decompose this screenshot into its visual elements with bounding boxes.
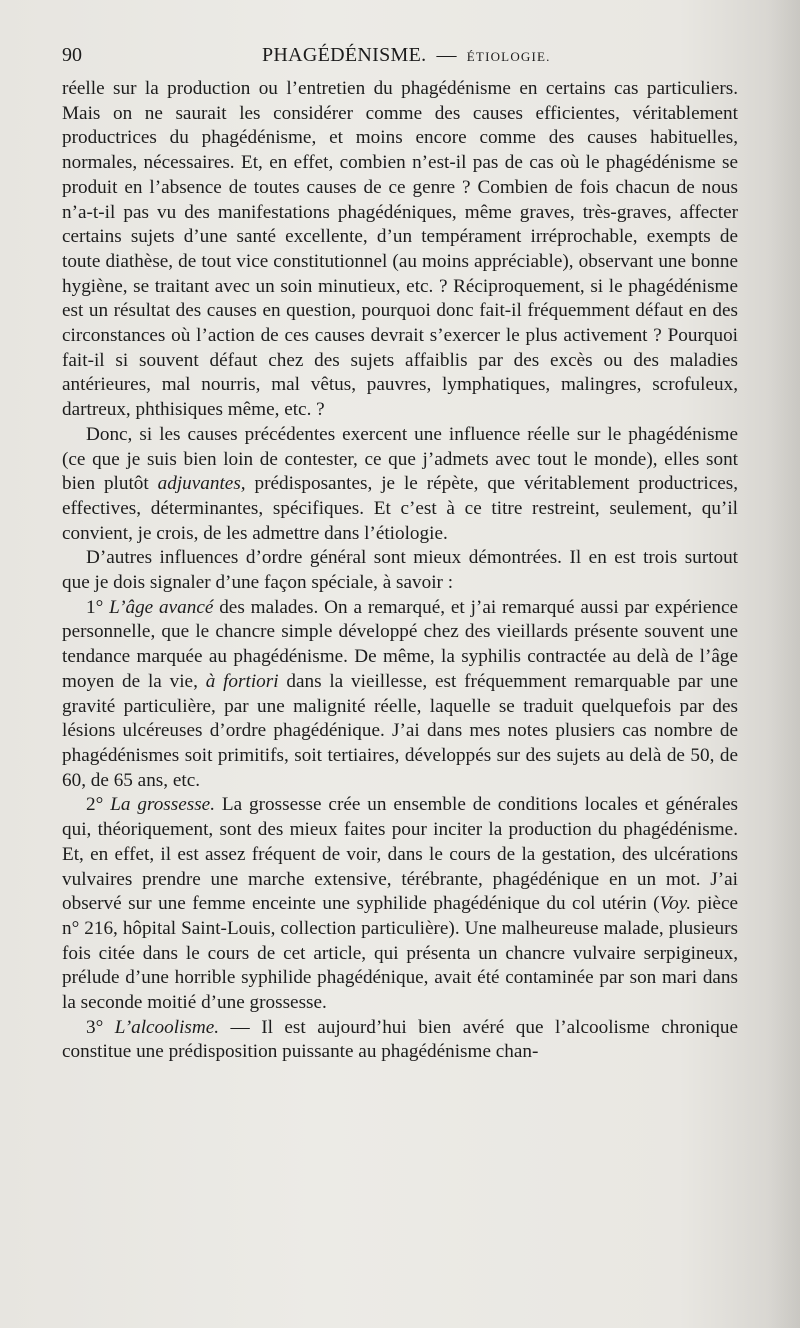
- paragraph-5-emphasis: Voy.: [659, 893, 692, 915]
- paragraph-6-text: — Il est aujourd’hui bien avéré que l’alcoolisme chronique constitue une prédisposition puissante au phagédénisme chan-: [62, 1016, 738, 1063]
- paragraph-3: D’autres influences d’ordre général sont mieux démontrées. Il en est trois surtout que je dois signaler d’une façon spéciale, à savoir :: [62, 547, 738, 594]
- paragraph-4-text-a: des malades. On a remarqué, et j’ai remarqué aussi par expérience personnelle, que le chancre simple développé chez des vieillards présente souvent une tendance marquée au phagédénisme. De même, la syphilis contractée au delà de l’âge moyen de la vie,: [62, 596, 738, 692]
- running-head: [62, 44, 738, 74]
- paragraph-4-number: 1°: [86, 596, 110, 618]
- paragraph-5-number: 2°: [86, 794, 111, 816]
- running-title-section: ÉTIOLOGIE.: [466, 49, 551, 64]
- running-title: [262, 44, 551, 67]
- paragraph-5-text-a: La grossesse crée un ensemble de conditions locales et générales qui, théoriquement, sont des mieux faites pour inciter la production du phagédénisme. Et, en effet, il est assez fréquent de voir, dans le cours de la gestation, des ulcérations vulvaires prendre une marche extensive, térébrante, phagédénique en un mot. J’ai observé sur une femme enceinte une syphilide phagédénique du col utérin (: [62, 794, 738, 915]
- paragraph-5-heading: La grossesse.: [110, 794, 215, 816]
- paragraph-5-text-b: pièce n° 216, hôpital Saint-Louis, collection particulière). Une malheureuse malade, plusieurs fois citée dans le cours de cet article, qui présenta un chancre vulvaire serpigineux, prélude d’une horrible syphilide phagédénique, avait été contaminée par son mari dans la seconde moitié d’une grossesse.: [62, 893, 738, 1014]
- paragraph-2: [62, 423, 738, 547]
- paragraph-1: réelle sur la production ou l’entretien du phagédénisme en certains cas particuliers. Mais on ne saurait les considérer comme des causes efficientes, véritablement productrices du phagédénisme, et moins encore comme des causes habituelles, normales, nécessaires. Et, en effet, combien n’est-il pas de cas où le phagédénisme se produit en l’absence de toutes causes de ce genre ? Combien de fois chacun de nous n’a-t-il pas vu des manifestations phagédéniques, même graves, très-graves, affecter certains sujets d’une santé excellente, d’un tempérament irréprochable, exempts de toute diathèse, de tout vice constitutionnel (au moins appréciable), observant une bonne hygiène, se traitant avec un soin minutieux, etc. ? Réciproquement, si le phagédénisme est un résultat des causes en question, pourquoi donc fait-il fréquemment défaut en des circonstances où l’action de ces causes devrait s’exercer le plus activement ? Pourquoi fait-il si souvent défaut chez des sujets affaiblis par des excès ou des maladies antérieures, mal nourris, mal vêtus, pauvres, lymphatiques, malingres, scrofuleux, dartreux, phthisiques même, etc. ?: [62, 78, 738, 421]
- paragraph-6-heading: L’alcoolisme.: [114, 1016, 220, 1038]
- page-number: 90: [62, 44, 82, 66]
- running-title-main: PHAGÉDÉNISME.: [262, 44, 427, 66]
- paragraph-2-emphasis: adjuvantes,: [157, 473, 246, 495]
- paragraph-5: [62, 793, 738, 1015]
- paragraph-4-text-b: dans la vieillesse, est fréquemment remarquable par une gravité particulière, par une malignité réelle, laquelle se traduit quelquefois par des lésions ulcéreuses d’ordre phagédénique. J’ai dans mes notes plusiers cas nombre de phagédénismes soit primitifs, soit tertiaires, développés sur des sujets au delà de 50, de 60, de 65 ans, etc.: [62, 670, 738, 791]
- paragraph-2-text-a: Donc, si les causes précédentes exercent une influence réelle sur le phagédénisme (ce que je suis bien loin de contester, ce que j’admets avec tout le monde), elles sont bien plutôt: [62, 423, 738, 495]
- paragraph-4-emphasis: à fortiori: [205, 670, 279, 692]
- paragraph-4: [62, 596, 738, 794]
- body-text: [62, 77, 738, 1065]
- paragraph-6-number: 3°: [86, 1016, 115, 1038]
- paragraph-6: [62, 1016, 738, 1065]
- running-title-dash: —: [436, 44, 457, 66]
- paragraph-4-heading: L’âge avancé: [109, 596, 214, 618]
- paragraph-2-text-b: prédisposantes, je le répète, que véritablement productrices, effectives, déterminantes, spécifiques. Et c’est à ce titre restreint, seulement, qu’il convient, je crois, de les admettre dans l’étiologie.: [62, 473, 738, 544]
